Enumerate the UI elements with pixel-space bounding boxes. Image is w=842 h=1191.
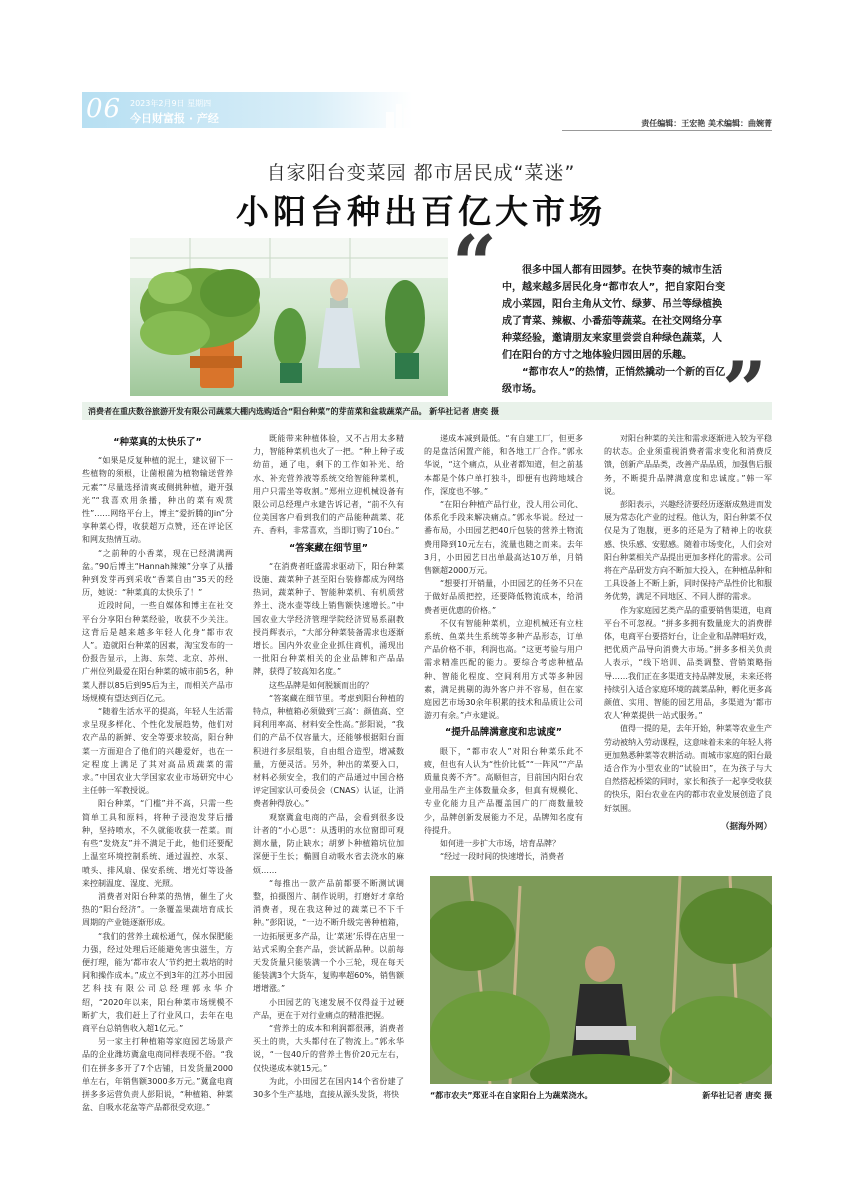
masthead-rule — [562, 130, 772, 131]
bottom-caption-text: “都市农夫”郑亚斗在自家阳台上为蔬菜浇水。 — [430, 1091, 593, 1100]
issue-date: 2023年2月9日 星期四 — [130, 99, 212, 108]
body-paragraph: “每推出一款产品前都要不断测试调整，拍摄图片、制作说明，打磨好才拿给消费者，现在我这种过的蔬菜已不下千种。”彭阳说，“一边不断升级完善种植箱，一边拓展更多产品，让‘菜迷’乐得在店里一站式采购全套产品，尝试新品种。以前每天发货量只能装满一个小三轮，现在每天能装满3个大货车，复购率超60%，销售额增增涨。” — [253, 878, 404, 994]
body-paragraph: 阳台种菜，“门槛”并不高，只需一些简单工具和原料，将种子浸泡发芽后播种，坚持喷水，不久就能收获一茬菜。而有些“发烧友”并不满足于此，他们还要配上温室环境控制系统、通过温控、水泵、喷头、排风扇、保安系统、增光灯等设备来控制温度、湿度、光照。 — [82, 799, 233, 888]
article-source: （据海外网） — [720, 821, 772, 832]
body-paragraph: 消费者对阳台种菜的热情，催生了火热的“阳台经济”。一条覆盖果蔬培育成长周期的产业链逐渐形成。 — [82, 891, 233, 928]
greenhouse-vegetables-image — [130, 238, 448, 396]
close-quote-icon: ” — [722, 345, 767, 436]
section-heading: “答案藏在细节里” — [289, 542, 368, 554]
bottom-photo-caption — [430, 1090, 772, 1101]
body-paragraph: 值得一提的是，去年开始，种菜等农业生产劳动被纳入劳动课程，这意味着未来的年轻人将更加熟悉种菜等农耕活动。而城市家庭的阳台最适合作为小型农业的“试验田”，在为孩子与大自然搭起桥梁的同时，家长和孩子一起享受收获的快乐，阳台农业在内的都市农业发展创造了良好氛围。 — [604, 724, 772, 813]
body-paragraph: “营养土的成本和利润都很薄，消费者买土的贵，大头都付在了物流上。”郭永华说，“一包40斤的营养土售价20元左右，仅快递成本就15元。” — [253, 1023, 404, 1073]
body-paragraph: “在阳台种植产品行业，没人用公司化、体系化手段来解决痛点。”郭永华说。经过一番布局，小田园艺把40斤包装的营养土物流费用降到10元左右，流量也随之而来。去年3月，小田园艺日出单最高达10万单，月销售额超2000万元。 — [424, 500, 583, 576]
intro-lead — [502, 262, 730, 398]
skyline-icon — [382, 94, 502, 128]
column-4 — [604, 432, 772, 834]
editors-credit: 责任编辑：王宏艳 美术编辑：曲婉菁 — [641, 119, 772, 128]
column-3 — [424, 432, 583, 864]
page-number: 06 — [86, 94, 122, 124]
open-quote-icon: “ — [452, 219, 497, 310]
section-heading: “提升品牌满意度和忠诚度” — [445, 727, 562, 739]
masthead — [82, 92, 772, 130]
body-paragraph: 递成本减到最低。“有自建工厂，但更多的是盘活闲置产能，和各地工厂合作。”郭永华说，“这个痛点，从业者都知道，但之前基本都是个体户单打独斗，即便有也跨地域合作，深度也不够。” — [424, 434, 583, 496]
section-heading: “种菜真的太快乐了” — [113, 437, 202, 448]
bottom-photo — [430, 876, 772, 1084]
top-photo-caption: 消费者在重庆数谷旅游开发有限公司蔬菜大棚内选购适合“阳台种菜”的芽苗菜和盆栽蔬菜产品。 新华社记者 唐奕 摄 — [82, 402, 772, 420]
body-paragraph: 近段时间，一些自媒体和博主在社交平台分享阳台种菜经验，收获不少关注。这背后是越来越多年轻人化身“都市农人”。造就阳台种菜的因素，淘宝发布的一份报告显示，上海、东莞、北京、苏州、广州位列最爱在阳台种菜的城市前5名，种菜人群以85后到95后为主，而相关产品市场规模有望达到百亿元。 — [82, 601, 233, 703]
body-paragraph: 作为家庭园艺类产品的重要销售渠道，电商平台不可忽视。“拼多多拥有数量庞大的消费群体，电商平台要搭好台，让企业和品牌唱好戏，把优质产品导向消费大市场。”拼多多相关负责人表示，“线下培训、品类调整、营销策略指导……我们正在多渠道支持品牌发展，未来还将持续引入适合家庭环境的蔬菜品种，孵化更多高颜值、实用、智能的园艺用品，多渠道为‘都市农人’种菜提供一站式服务。” — [604, 605, 772, 721]
body-paragraph: 为此，小田园艺在国内14个省份建了30多个生产基地，直接从源头发货，将快 — [253, 1076, 404, 1099]
body-paragraph: “我们的营养土疏松通气，保水保肥能力强，经过处理后还能避免害虫滋生，方便打理，能为‘都市农人’节约把土栽培的时间和操作成本。”成立不到3年的江苏小田园艺科技有限公司总经理郭永华介绍，“2020年以来，阳台种菜市场规模不断扩大，我们赶上了行业风口，去年在电商平台总销售收入超1亿元。” — [82, 931, 233, 1033]
body-paragraph: 既能带来种植体验，又不占用太多精力，智能种菜机也火了一把。“种上种子或幼苗，通了电，剩下的工作如补光、给水、补充营养液等系统交给智能种菜机，用户只需坐等收割。”郑州立迎机械设备有限公司总经理卢永建告诉记者，“前不久有位美国客户看到我们的产品能种蔬菜、花卉、香料，非常喜欢，当即订购了10台。” — [253, 434, 404, 536]
section-name: 今日财富报 · 产经 — [130, 112, 219, 125]
bottom-photo-credit: 新华社记者 唐奕 摄 — [702, 1091, 772, 1100]
body-paragraph: “随着生活水平的提高，年轻人生活需求呈现多样化、个性化发展趋势，他们对农产品的新鲜、安全等要求较高，阳台种菜一方面迎合了他们的兴趣爱好，也在一定程度上满足了其对高品质蔬菜的需求。”中国农业大学国家农业市场研究中心主任韩一军教授说。 — [82, 707, 233, 796]
body-paragraph: 对阳台种菜的关注和需求逐渐进入较为平稳的状态。企业须重视消费者需求变化和消费反馈，创新产品品类，改善产品品质，加强售后服务，不断提升品牌满意度和忠诚度。”韩一军说。 — [604, 434, 772, 496]
body-paragraph: “之前种的小香菜，现在已经满满两盆。”90后博主“Hannah辣辣”分享了从播种到发芽再到采收“香菜自由”35天的经历，她说：“种菜真的太快乐了！” — [82, 548, 233, 598]
body-paragraph: 不仅有智能种菜机，立迎机械还有立柱系统、鱼菜共生系统等多种产品形态，订单产品价格不菲，利润也高。“这更考验与用户需求精准匹配的能力。要综合考虑种植品种、智能化程度、空间利用方式等多种因素，满足挑剔的海外客户并不容易，但在家庭园艺市场30余年积累的技术和品质让公司游刃有余。”卢永建说。 — [424, 618, 583, 721]
body-paragraph: 观察冀盒电商的产品，会看到很多设计者的“小心思”：从透明的水位窗即可观测水量，防止缺水；胡萝卜种植箱坑位加深便于生长；椭圆自动吸水省去浇水的麻烦…… — [253, 812, 404, 875]
headline-kicker: 自家阳台变菜园 都市居民成“菜迷” — [266, 162, 576, 184]
body-paragraph: “在消费者旺盛需求驱动下，阳台种菜设施、蔬菜种子甚至阳台装修都成为网络热词，蔬菜种子、智能种菜机、有机质营养土、浇水壶等线上销售额快速增长。”中国农业大学经济管理学院经济贸易系副教授肖辉表示，“大部分种菜装备需求也逐渐增长。国内外农业企业抓住商机，涌现出一批阳台种菜相关的企业品牌和产品品牌，获得了较高知名度。” — [253, 561, 404, 677]
body-paragraph: “答案藏在细节里。考虑到阳台种植的特点，种植箱必须做到‘三高’：颜值高、空间利用率高、材料安全性高。”彭阳说，“我们的产品不仅容量大，还能够根据阳台面积进行多层组装，自由组合造型，增减数量，方便灵活。另外，种出的菜要入口，材料必须安全，我们的产品通过中国合格评定国家认可委员会（CNAS）认证，让消费者种得放心。” — [253, 693, 404, 809]
body-paragraph: 眼下，“都市农人”对阳台种菜乐此不疲，但也有人认为“性价比低”“一阵风”“产品质量良莠不齐”。高顺但言，目前国内阳台农业用品生产主体数量众多，但真有规模化、专业化能力且产品覆盖国广的厂商数量较少，品牌创新发展能力不足，品牌知名度有待提升。 — [424, 746, 583, 835]
column-2 — [253, 432, 404, 1101]
body-paragraph: 另一家主打种植箱等家庭园艺场景产品的企业潍坊冀盒电商同样表现不俗。“我们在拼多多开了7个店铺，日发货量2000单左右，年销售额3000多万元。”冀盒电商拼多多运营负责人彭阳说，“种植箱、种菜盆、自吸水花盆等产品都很受欢迎。” — [82, 1037, 233, 1113]
body-paragraph: 如何进一步扩大市场，培育品牌？ — [440, 839, 560, 849]
body-paragraph: “想要打开销量，小田园艺的任务不只在于做好品质把控，还要降低物流成本，给消费者更优惠的价格。” — [424, 579, 583, 615]
body-paragraph: “经过一段时间的快速增长，消费者 — [440, 852, 565, 862]
top-photo — [130, 238, 448, 396]
body-paragraph: 彭阳表示，兴趣经济要经历逐渐成熟进而发展为常态化产业的过程。他认为，阳台种菜不仅仅是为了饱腹，更多的还是为了精神上的收获感、快乐感、安慰感。随着市场变化，人们会对阳台种菜相关产品提出更加多样化的需求。公司将在产品研发方向不断加大投入，在种植品种和工具设备上不断上新，同时保持产品性价比和服务优势，满足不同地区、不同人群的需求。 — [604, 500, 772, 602]
headline-title: 小阳台种出百亿大市场 — [236, 192, 606, 231]
balcony-garden-image — [430, 876, 772, 1084]
column-1 — [82, 432, 233, 1114]
body-paragraph: 这些品牌是如何脱颖而出的？ — [269, 680, 373, 690]
intro-paragraph: 很多中国人都有田园梦。在快节奏的城市生活中，越来越多居民化身“都市农人”，把自家阳台变成小菜园，阳台主角从文竹、绿萝、吊兰等绿植换成了青菜、辣椒、小番茄等蔬菜。在社交网络分享种菜经验，邀请朋友来家里尝尝自种绿色蔬菜，人们在阳台的方寸之地体验归园田居的乐趣。 — [502, 265, 726, 361]
intro-paragraph: “都市农人”的热情，正悄然撬动一个新的百亿级市场。 — [502, 367, 726, 395]
body-paragraph: “如果是反复种植的泥土，建议留下一些植物的须根，让菌根菌为植物输送营养元素”“尽量选择清爽或侧挑种植，避开强光”“我喜欢用条播，种出的菜有观赏性”……网络平台上，博主“爱折腾的Jin”分享种菜心得，收获超万点赞，还在评论区和网友热情互动。 — [82, 456, 233, 545]
body-paragraph: 小田园艺的飞速发展不仅得益于过硬产品，更在于对行业痛点的精准把握。 — [253, 997, 404, 1020]
